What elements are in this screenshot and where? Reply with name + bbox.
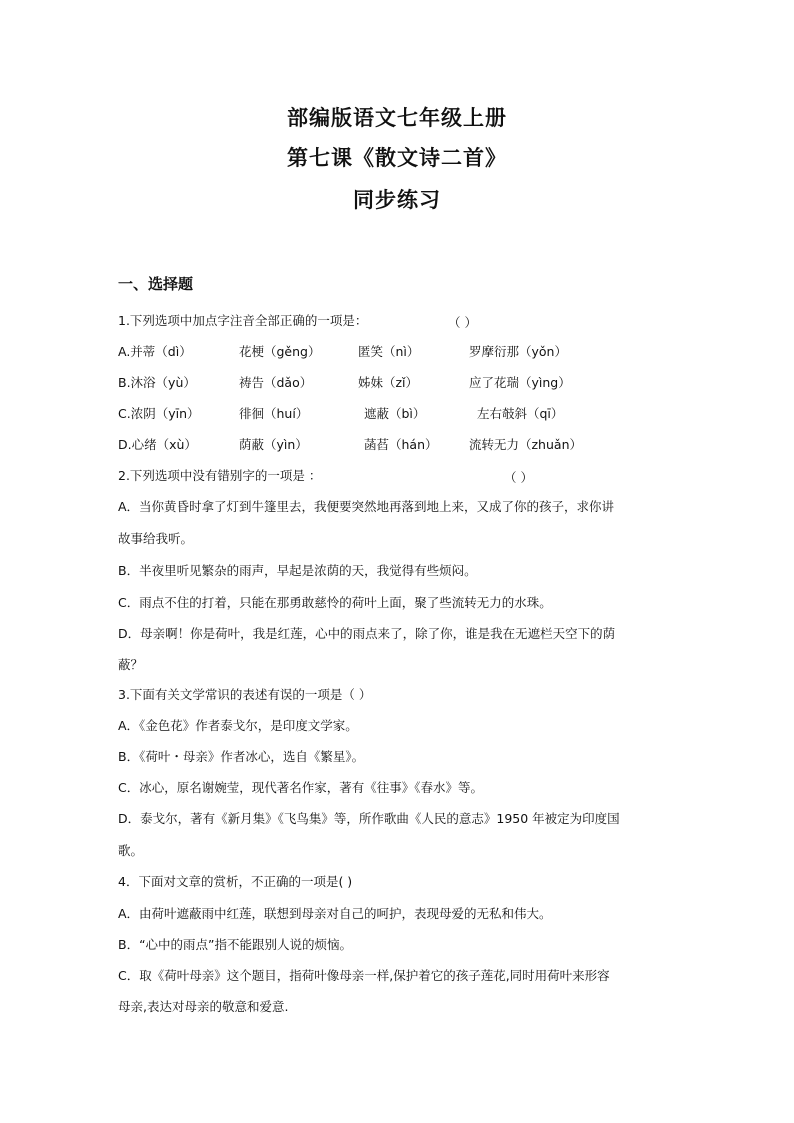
- question-2-option-c: C．雨点不住的打着，只能在那勇敢慈怜的荷叶上面，聚了些流转无力的水珠。: [118, 595, 552, 610]
- question-4-option-b: B．“心中的雨点”指不能跟别人说的烦恼。: [118, 937, 353, 952]
- option-item: 姊妹（zǐ）: [358, 375, 419, 390]
- section-heading: 一、选择题: [118, 275, 194, 293]
- question-1-option-row: [118, 406, 718, 422]
- question-3-option-c: C．冰心，原名谢婉莹，现代著名作家，著有《往事》《春水》等。: [118, 780, 483, 795]
- question-1-option-row: [118, 437, 718, 453]
- question-4-option-a: A．由荷叶遮蔽雨中红莲，联想到母亲对自己的呵护，表现母爱的无私和伟大。: [118, 906, 552, 921]
- question-2-option-a: A．当你黄昏时拿了灯到牛篷里去，我便要突然地再落到地上来，又成了你的孩子，求你讲: [118, 499, 615, 514]
- option-item: D.心绪（xù）: [118, 437, 197, 452]
- question-4-option-c: C．取《荷叶母亲》这个题目，指荷叶像母亲一样,保护着它的孩子莲花,同时用荷叶来形容: [118, 968, 610, 983]
- question-2-option-a-cont: 故事给我听。: [118, 531, 194, 546]
- question-2-answer-blank: （ ）: [504, 470, 533, 485]
- option-item: 左右攲斜（qī）: [477, 406, 564, 421]
- option-item: A.并蒂（dì）: [118, 344, 192, 359]
- page-title: 部编版语文七年级上册: [287, 105, 507, 130]
- question-1-stem: 1.下列选项中加点字注音全部正确的一项是：: [118, 313, 368, 328]
- question-2-option-d-cont: 蔽？: [118, 657, 144, 672]
- question-2-stem: 2.下列选项中没有错别字的一项是 ：: [118, 468, 322, 483]
- question-3-option-a: A．《金色花》作者泰戈尔，是印度文学家。: [118, 718, 358, 733]
- option-item: 罗摩衍那（yǒn）: [469, 344, 567, 359]
- option-item: 徘徊（huí）: [239, 406, 309, 421]
- question-2-option-b: B．半夜里听见繁杂的雨声，早起是浓荫的天，我觉得有些烦闷。: [118, 563, 477, 578]
- question-1-option-row: [118, 375, 718, 391]
- question-4-stem: 4．下面对文章的赏析，不正确的一项是( ): [118, 874, 353, 889]
- option-item: 祷告（dǎo）: [239, 375, 313, 390]
- question-3-option-d: D．泰戈尔，著有《新月集》《飞鸟集》等，所作歌曲《人民的意志》1950 年被定为印度国: [118, 811, 620, 826]
- exercise-title: 同步练习: [353, 187, 441, 212]
- option-item: 遮蔽（bì）: [364, 406, 426, 421]
- question-1-option-row: [118, 344, 718, 360]
- question-3-option-b: B．《荷叶・母亲》作者冰心，选自《繁星》。: [118, 749, 365, 764]
- option-item: 花梗（gěng）: [239, 344, 321, 359]
- option-item: 菡萏（hán）: [364, 437, 438, 452]
- question-1-answer-blank: （ ）: [448, 315, 477, 330]
- option-item: 应了花瑞（yìng）: [469, 375, 571, 390]
- question-2-option-d: D．母亲啊！你是荷叶，我是红莲，心中的雨点来了，除了你，谁是我在无遮栏天空下的荫: [118, 626, 616, 641]
- option-item: 流转无力（zhuǎn）: [469, 437, 582, 452]
- option-item: C.浓阴（yīn）: [118, 406, 200, 421]
- lesson-title: 第七课《散文诗二首》: [287, 145, 507, 170]
- option-item: 匿笑（nì）: [358, 344, 420, 359]
- question-4-option-c-cont: 母亲,表达对母亲的敬意和爱意.: [118, 999, 289, 1014]
- question-3-option-d-cont: 歌。: [118, 843, 144, 858]
- option-item: 荫蔽（yìn）: [239, 437, 308, 452]
- question-3-stem: 3.下面有关文学常识的表述有误的一项是（ ）: [118, 687, 372, 702]
- option-item: B.沐浴（yù）: [118, 375, 196, 390]
